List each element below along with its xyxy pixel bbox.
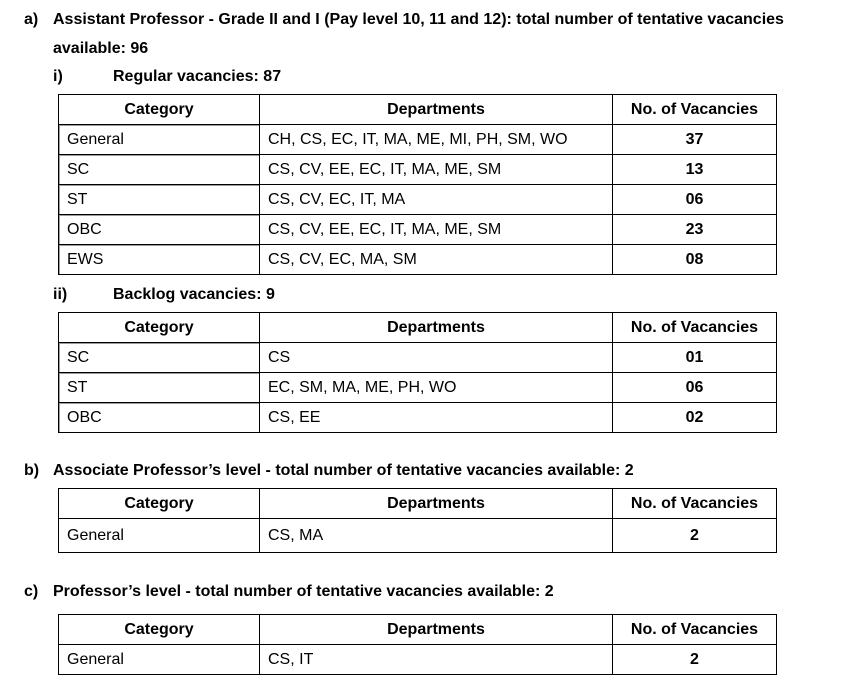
vacancies-cell: 37 xyxy=(613,125,777,155)
backlog-vacancies-table xyxy=(58,312,777,433)
departments-cell: CS, MA xyxy=(260,519,613,553)
table-header-row xyxy=(59,615,777,645)
vacancies-cell: 13 xyxy=(613,155,777,185)
table-row xyxy=(59,519,777,553)
vacancies-cell: 06 xyxy=(613,185,777,215)
vacancies-cell: 2 xyxy=(613,645,777,675)
category-cell: ST xyxy=(59,185,260,215)
departments-cell: CH, CS, EC, IT, MA, ME, MI, PH, SM, WO xyxy=(260,125,613,155)
category-cell: General xyxy=(59,125,260,155)
header-category: Category xyxy=(59,313,260,343)
departments-cell: EC, SM, MA, ME, PH, WO xyxy=(260,373,613,403)
table-row xyxy=(59,245,777,275)
header-departments: Departments xyxy=(260,313,613,343)
table-row xyxy=(59,155,777,185)
header-departments: Departments xyxy=(260,615,613,645)
category-cell: SC xyxy=(59,343,260,373)
table-row xyxy=(59,185,777,215)
vacancies-cell: 2 xyxy=(613,519,777,553)
table-header-row xyxy=(59,489,777,519)
section-c-label: c) xyxy=(24,583,39,600)
departments-cell: CS, CV, EC, IT, MA xyxy=(260,185,613,215)
category-cell: ST xyxy=(59,373,260,403)
table-row xyxy=(59,373,777,403)
professor-vacancies-table xyxy=(58,614,777,675)
category-cell: OBC xyxy=(59,215,260,245)
departments-cell: CS, IT xyxy=(260,645,613,675)
category-cell: EWS xyxy=(59,245,260,275)
section-a-label: a) xyxy=(24,11,39,28)
vacancies-cell: 23 xyxy=(613,215,777,245)
table-header-row xyxy=(59,313,777,343)
departments-cell: CS, CV, EE, EC, IT, MA, ME, SM xyxy=(260,155,613,185)
table-header-row xyxy=(59,95,777,125)
table-row xyxy=(59,215,777,245)
associate-vacancies-table xyxy=(58,488,777,553)
header-departments: Departments xyxy=(260,95,613,125)
departments-cell: CS, EE xyxy=(260,403,613,433)
category-cell: SC xyxy=(59,155,260,185)
departments-cell: CS xyxy=(260,343,613,373)
table-row xyxy=(59,403,777,433)
category-cell: General xyxy=(59,519,260,553)
section-a-title-rest: total number of tentative vacancies xyxy=(516,11,784,28)
header-vacancies: No. of Vacancies xyxy=(613,95,777,125)
vacancies-cell: 02 xyxy=(613,403,777,433)
section-c-title: Professor’s level - total number of tentative vacancies available: 2 xyxy=(53,583,554,600)
regular-vacancies-table xyxy=(58,94,777,275)
regular-title: Regular vacancies: 87 xyxy=(113,68,282,85)
section-a-title-bold: Assistant Professor - Grade II and I (Pay level 10, 11 and 12): xyxy=(53,11,517,28)
table-row xyxy=(59,343,777,373)
section-a-title-line2: available: 96 xyxy=(53,40,149,57)
header-vacancies: No. of Vacancies xyxy=(613,615,777,645)
backlog-title: Backlog vacancies: 9 xyxy=(113,286,275,303)
section-b-title: Associate Professor’s level - total number of tentative vacancies available: 2 xyxy=(53,462,634,479)
table-row xyxy=(59,645,777,675)
header-category: Category xyxy=(59,95,260,125)
vacancies-cell: 08 xyxy=(613,245,777,275)
table-row xyxy=(59,125,777,155)
vacancies-cell: 06 xyxy=(613,373,777,403)
departments-cell: CS, CV, EE, EC, IT, MA, ME, SM xyxy=(260,215,613,245)
section-a-title xyxy=(53,10,784,30)
category-cell: OBC xyxy=(59,403,260,433)
header-category: Category xyxy=(59,489,260,519)
header-departments: Departments xyxy=(260,489,613,519)
departments-cell: CS, CV, EC, MA, SM xyxy=(260,245,613,275)
header-category: Category xyxy=(59,615,260,645)
vacancies-cell: 01 xyxy=(613,343,777,373)
regular-label: i) xyxy=(53,68,63,85)
header-vacancies: No. of Vacancies xyxy=(613,313,777,343)
section-b-label: b) xyxy=(24,462,40,479)
header-vacancies: No. of Vacancies xyxy=(613,489,777,519)
category-cell: General xyxy=(59,645,260,675)
backlog-label: ii) xyxy=(53,286,68,303)
